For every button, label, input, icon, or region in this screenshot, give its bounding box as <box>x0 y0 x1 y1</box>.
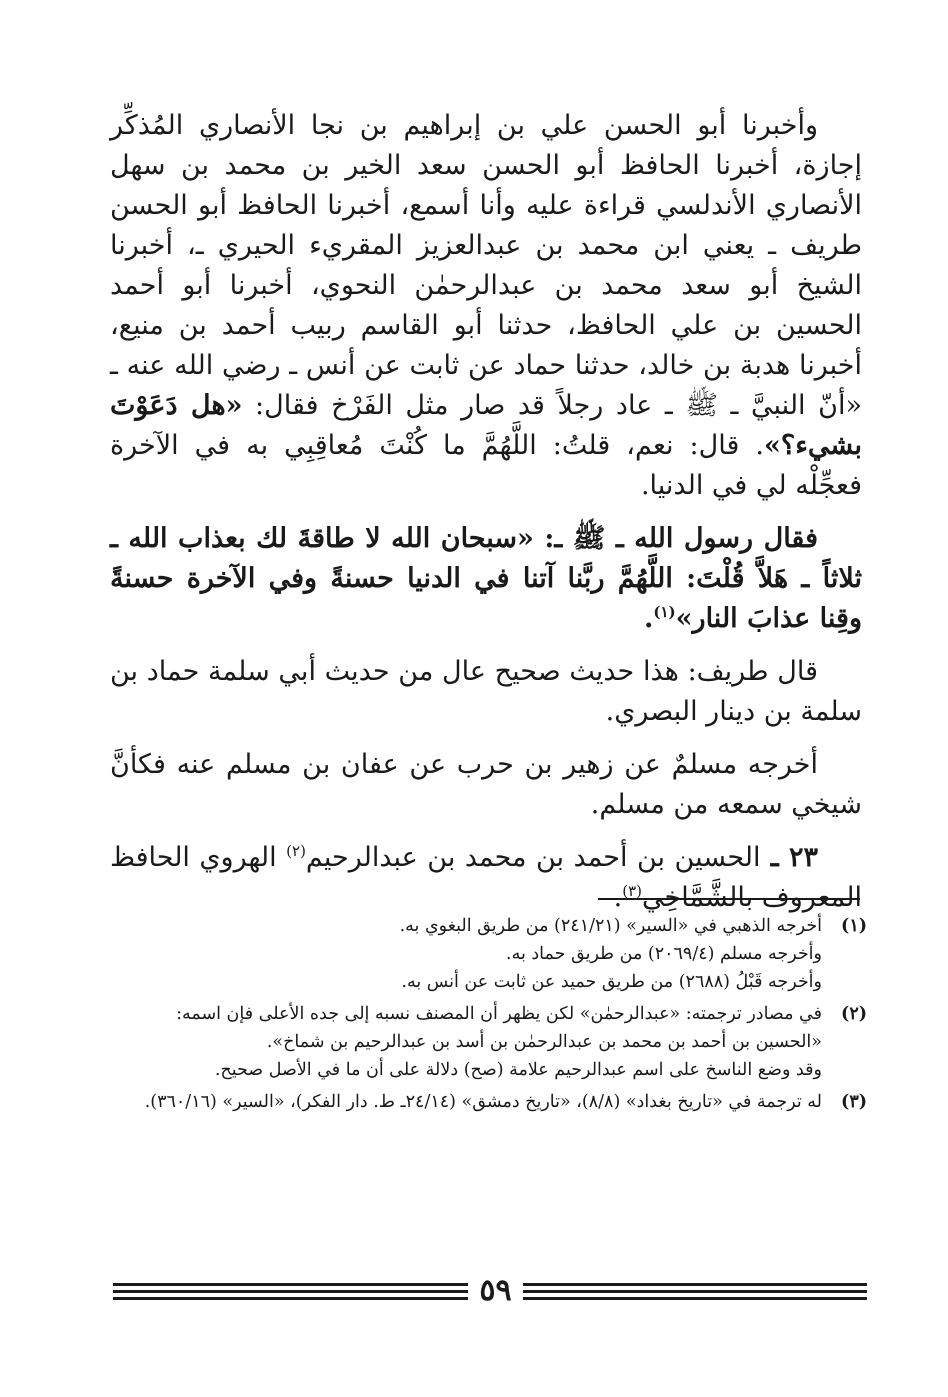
footer-rule-left <box>113 1283 468 1300</box>
reply-intro: فقال رسول الله ـ ﷺ ـ: <box>533 523 818 554</box>
paragraph-prophet-reply <box>110 519 862 639</box>
reply-end: . <box>643 603 654 634</box>
footnote-ref-3: (٣) <box>622 882 643 900</box>
page-footer <box>113 1273 867 1308</box>
footnote-3 <box>112 1088 867 1116</box>
entry-number: ٢٣ ـ <box>760 842 819 873</box>
footnote-separator <box>598 898 860 900</box>
footer-rule-right <box>523 1283 867 1300</box>
footnote-1 <box>112 912 867 996</box>
footnote-line: وأخرجه قَبْلُ (٢٦٨٨) من طريق حميد عن ثابت عن أنس به. <box>401 972 822 992</box>
footnote-ref-1: (١) <box>653 603 676 621</box>
footnotes-section <box>112 912 867 1120</box>
reply-text: «سبحان الله لا طاقةَ لك بعذاب الله ـ ثلاثاً ـ هَلاَّ قُلْتَ: اللَّهُمَّ ربَّنا آتنا في الدنيا حسنةً وفي الآخرة حسنةً وقِنا عذابَ النار» <box>110 523 862 634</box>
footnote-line: وأخرجه مسلم (٢٠٦٩/٤) من طريق حماد به. <box>506 944 822 964</box>
footnote-line: له ترجمة في «تاريخ بغداد» (٨/٨)، «تاريخ دمشق» (٢٤/١٤ـ ط. دار الفكر)، «السير» (٣٦٠/١٦). <box>144 1092 822 1112</box>
footnote-line: أخرجه الذهبي في «السير» (٢٤١/٢١) من طريق البغوي به. <box>399 916 822 936</box>
chain-text: وأخبرنا أبو الحسن علي بن إبراهيم بن نجا الأنصاري المُذكِّر إجازة، أخبرنا الحافظ أبو الحسن سعد الخير بن محمد بن سهل الأنصاري الأندلسي قراءة عليه وأنا أسمع، أخبرنا الحافظ أبو الحسن طريف ـ يعني ابن محمد بن عبدالعزيز المقريء الحيري ـ، أخبرنا الشيخ أبو سعد محمد بن عبدالرحمٰن النحوي، أخبرنا أبو أحمد الحسين بن علي الحافظ، حدثنا أبو القاسم ربيب أحمد بن منيع، أخبرنا هدبة بن خالد، حدثنا حماد عن ثابت عن أنس ـ رضي الله عنه ـ «أنّ النبيَّ ـ ﷺ ـ عاد رجلاً قد صار مثل الفَرْخ فقال: <box>110 110 862 421</box>
footnote-line: «الحسين بن أحمد بن محمد بن عبدالرحمٰن بن أسد بن عبدالرحيم بن شماخ». <box>266 1032 822 1052</box>
paragraph-tarif-comment: قال طريف: هذا حديث صحيح عال من حديث أبي سلمة حماد بن سلمة بن دينار البصري. <box>110 656 862 727</box>
page-number: ٥٩ <box>479 1273 512 1308</box>
footnote-number: (١) <box>841 916 867 936</box>
entry-name-rest: الهروي الحافظ المعروف بالشَّمَّاخِي <box>110 842 862 913</box>
footnote-ref-2: (٢) <box>286 842 306 860</box>
footnote-number: (٣) <box>841 1092 867 1112</box>
prophet-question: «هل دَعَوْتَ بشيء؟» <box>110 390 862 461</box>
main-text-body <box>110 106 862 931</box>
footnote-line: في مصادر ترجمته: «عبدالرحمٰن» لكن يظهر أن المصنف نسبه إلى جده الأعلى فإن اسمه: <box>176 1004 822 1024</box>
paragraph-hadith-chain <box>110 106 862 506</box>
paragraph-entry-23 <box>110 838 862 918</box>
footnote-line: وقد وضع الناسخ على اسم عبدالرحيم علامة (صح) دلالة على أن ما في الأصل صحيح. <box>214 1060 822 1080</box>
footnote-number: (٢) <box>841 1004 867 1024</box>
man-answer: . قال: نعم، قلتُ: اللَّهُمَّ ما كُنْتَ مُعاقِبِي به في الآخرة فعجِّلْه لي في الدنيا. <box>110 430 862 501</box>
entry-end: . <box>613 882 623 913</box>
entry-name: الحسين بن أحمد بن محمد بن عبدالرحيم <box>305 842 761 873</box>
footnote-2 <box>112 1000 867 1084</box>
paragraph-muslim-source: أخرجه مسلمٌ عن زهير بن حرب عن عفان بن مسلم عنه فكأنَّ شيخي سمعه من مسلم. <box>110 749 862 820</box>
